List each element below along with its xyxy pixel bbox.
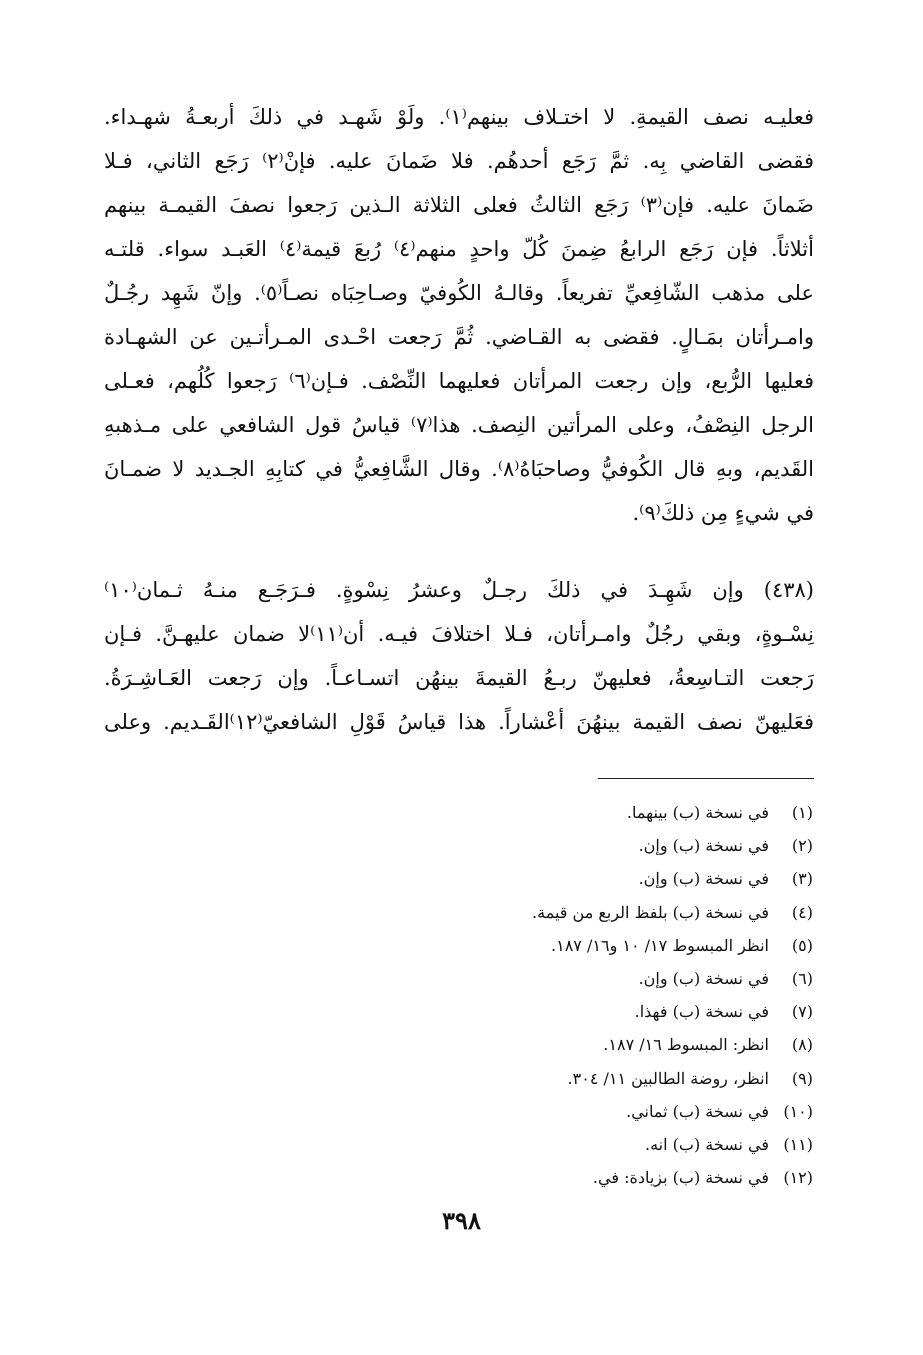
text-line: القَديم، وبهِ قال الكُوفيُّ وصاحبَاهُ⁽٨⁾. وقال الشَّافِعيُّ في كتابِهِ الجـديد لا ضمـانَ	[104, 457, 814, 481]
footnote-number: (٥)	[791, 935, 813, 955]
footnote	[293, 862, 813, 895]
paragraph-438	[104, 568, 814, 744]
footnote-text: في نسخة (ب) بينهما.	[626, 803, 769, 822]
footnotes	[293, 796, 813, 1194]
footnote-text: انظر، روضة الطالبين ١١/ ٣٠٤.	[567, 1068, 769, 1088]
text-line: رَجعت التـاسِعةُ، فعليهنّ ربـعُ القيمةَ بينهُن اتسـاعـاً. وإن رَجعت العَـاشِـرَةُ.	[104, 666, 814, 690]
footnote-text: في نسخة (ب) ثماني.	[626, 1101, 769, 1121]
text-line: الرجل النِصْفُ، وعلى المرأتين النِصف. هذا⁽٧⁾ قياسُ قول الشافعي على مـذهبهِ	[104, 413, 814, 437]
footnote-number: (٨)	[791, 1035, 813, 1055]
text-line: (٤٣٨) وإن شَهِـدَ في ذلكَ رجـلٌ وعشرُ نِسْوةٍ. فـرَجَـع منـهُ ثـمان⁽١٠⁾	[104, 578, 814, 602]
footnote-number: (١١)	[783, 1134, 813, 1154]
footnote-text: في نسخة (ب) وإن.	[638, 968, 769, 988]
text-line: أثلاثاً. فإن رَجَع الرابعُ ضِمنَ كُلّ واحدٍ منهم⁽٤⁾ رُبعَ قيمة⁽٤⁾ العَبـد سواء. قلتـه	[104, 237, 814, 261]
text-line: فعليـه نصف القيمةِ. لا اختـلاف بينهم⁽١⁾. ولَوْ شَهـد في ذلكَ أربعـةُ شهـداء.	[104, 105, 814, 129]
footnote-text: في نسخة (ب) بلفظ الربع من قيمة.	[532, 902, 769, 922]
footnote-divider	[598, 778, 814, 779]
footnote-number: (١٠)	[783, 1101, 813, 1121]
footnote-number: (١٢)	[783, 1168, 813, 1188]
footnote-number: (٩)	[791, 1068, 813, 1088]
footnote	[293, 829, 813, 862]
footnote	[293, 1095, 813, 1128]
text-line: على مذهب الشّافِعيِّ تفريعاً. وقالـهُ الكُوفيّ وصـاحِبَاه نصـاً⁽٥⁾. وإنّ شَهِد رجُـلٌ	[104, 281, 814, 305]
text-line: في شيءٍ مِن ذلكَ⁽٩⁾.	[632, 501, 814, 525]
text-line: فعليها الرُّبع، وإن رجعت المرأتان فعليهما النِّصْف. فـإن⁽٦⁾ رَجعوا كُلُهم، فعـلى	[104, 369, 814, 393]
page-number: ٣٩٨	[442, 1206, 481, 1235]
footnote-number: (٦)	[791, 968, 813, 988]
footnote-text: في نسخة (ب) فهذا.	[634, 1002, 769, 1022]
footnote-text: انظر المبسوط ١٧/ ١٠ و١٦/ ١٨٧.	[551, 935, 769, 955]
text-line: وامـرأتان بمَـالٍ. فقضى به القـاضي. ثُمَّ رَجعت احْـدى المـرأتـين عن الشهـادة	[104, 325, 814, 349]
footnote	[293, 1062, 813, 1095]
paragraph-main	[104, 95, 814, 535]
text-line: نِسْـوةٍ، وبقي رجُلٌ وامـرأتان، فـلا اختلافَ فيـه. أن⁽١١⁾لا ضمان عليهـنَّ. فـإن	[104, 622, 814, 646]
footnote	[293, 962, 813, 995]
footnote-number: (٧)	[791, 1002, 813, 1022]
footnote-text: في نسخة (ب) بزيادة: في.	[592, 1168, 769, 1188]
footnote-number: (٤)	[791, 902, 813, 922]
footnote-text: انظر: المبسوط ١٦/ ١٨٧.	[603, 1035, 769, 1055]
footnote-text: في نسخة (ب) انه.	[645, 1134, 769, 1154]
text-line: فقضى القاضي بِه. ثمَّ رَجَع أحدهُم. فلا ضَمانَ عليه. فإنْ⁽٢⁾ رَجَع الثاني، فـلا	[104, 149, 814, 173]
footnote	[293, 1028, 813, 1061]
footnote-number: (٣)	[791, 869, 813, 889]
footnote-text: في نسخة (ب) وإن.	[638, 869, 769, 889]
footnote-text: في نسخة (ب) وإن.	[638, 836, 769, 856]
footnote-number: (٢)	[791, 836, 813, 856]
footnote	[293, 929, 813, 962]
text-line: فعَليهنّ نصف القيمة بينهُنَ أعْشاراً. هذا قياسُ قَوْلِ الشافعيّ⁽١٢⁾القَـديم. وعلى	[104, 710, 814, 734]
footnote	[293, 1128, 813, 1161]
text-line: ضَمانَ عليه. فإن⁽٣⁾ رَجَع الثالثُ فعلى الثلاثة الـذين رَجعوا نصفَ القيمـة بينهم	[104, 193, 814, 217]
footnote	[293, 796, 813, 829]
footnote	[293, 896, 813, 929]
footnote	[293, 1161, 813, 1194]
footnote-number: (١)	[791, 803, 813, 822]
footnote	[293, 995, 813, 1028]
